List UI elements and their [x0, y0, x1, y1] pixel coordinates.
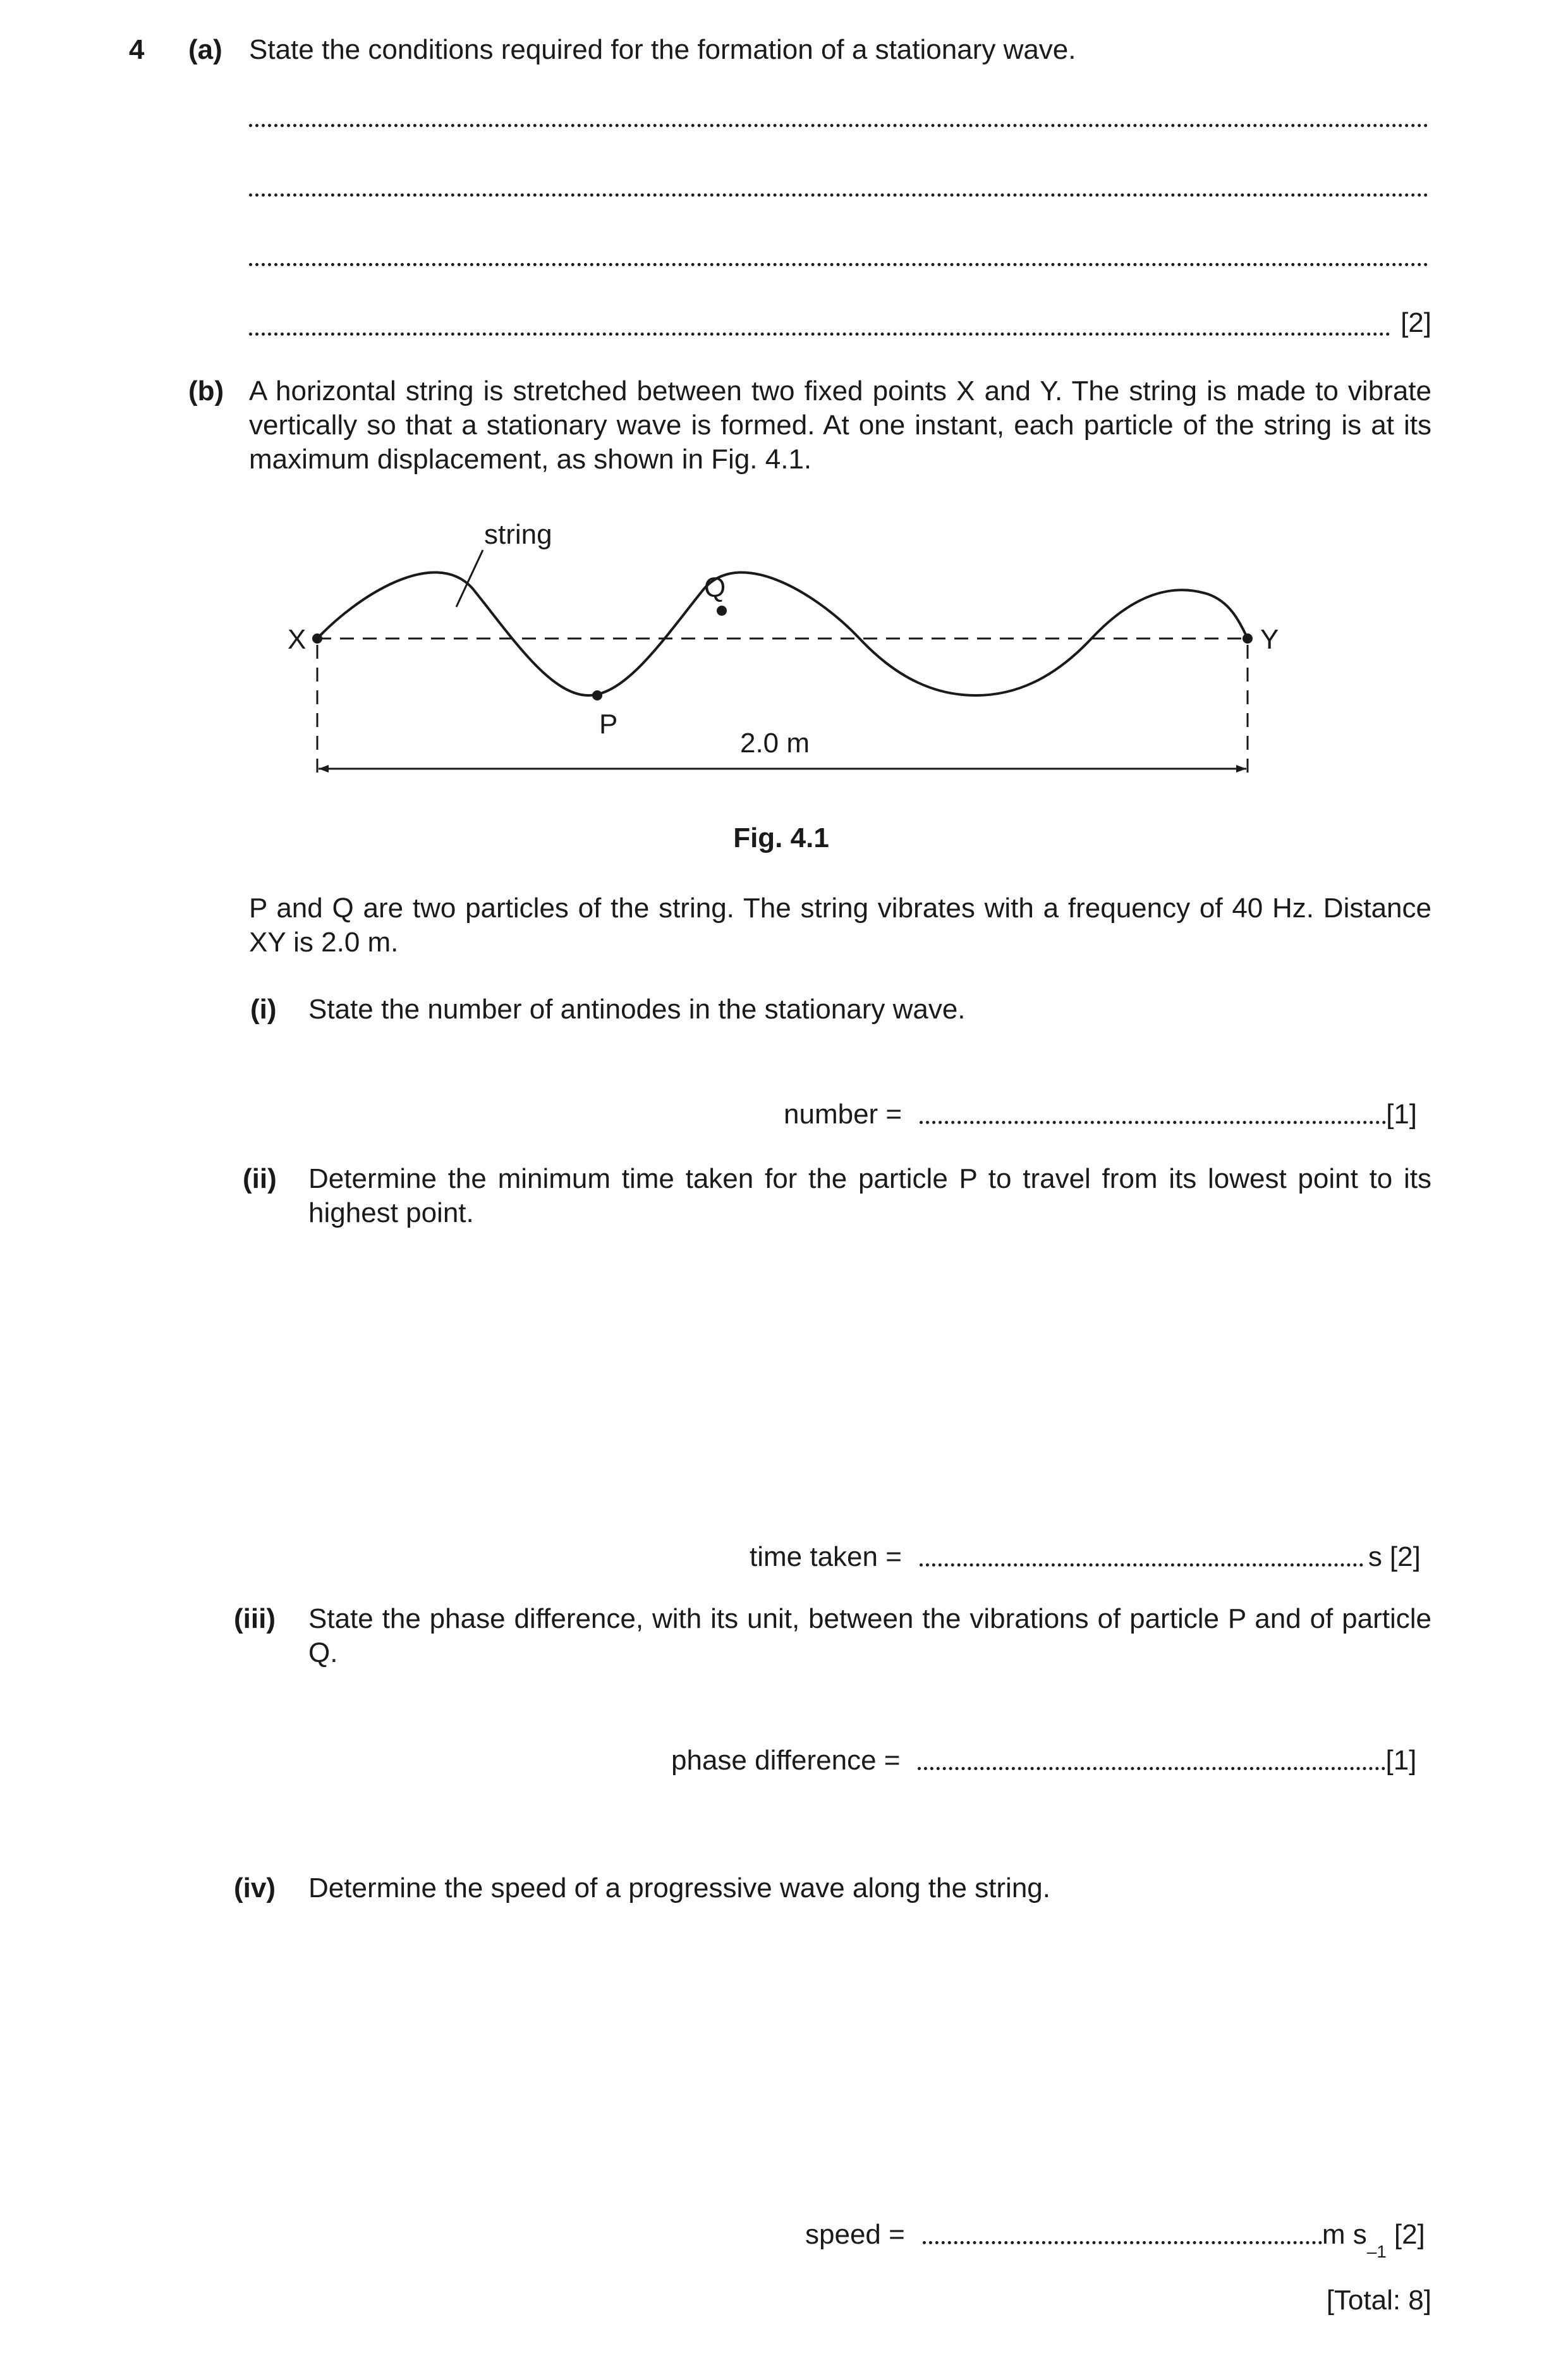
point-y-label: Y — [1260, 624, 1279, 655]
question-number: 4 — [129, 34, 145, 65]
sub-iv-answer-prefix: speed = — [805, 2219, 905, 2250]
point-p-dot — [592, 690, 602, 700]
sub-iii-answer-field[interactable] — [918, 1767, 1385, 1770]
sub-ii-answer-field[interactable] — [920, 1563, 1363, 1567]
answer-line-a4[interactable] — [249, 333, 1390, 336]
total-marks: [Total: 8] — [1326, 2285, 1431, 2316]
sub-iii-marks: [1] — [1385, 1745, 1417, 1776]
sub-iii-answer-prefix: phase difference = — [671, 1745, 901, 1776]
point-q-label: Q — [704, 572, 726, 603]
part-b-text: A horizontal string is stretched between two fixed points X and Y. The string is made to vibrate vertically so that a stationary wave is formed. At one instant, each particle of the string is at its maximum displacement, as shown in Fig. 4.1. — [249, 376, 1431, 475]
point-x-label: X — [288, 624, 307, 655]
sub-iv-answer: speed = m s –1 [2] — [805, 2219, 1425, 2261]
sub-iv-marks: [2] — [1394, 2219, 1425, 2250]
part-a-label: (a) — [188, 34, 222, 65]
sub-i-answer — [784, 1097, 1417, 1132]
string-label: string — [484, 519, 552, 550]
sub-ii-answer — [750, 1540, 1421, 1574]
sub-iv-label: (iv) — [234, 1873, 276, 1904]
point-x-dot — [312, 633, 322, 644]
sub-iv-text: Determine the speed of a progressive wave along the string. — [308, 1873, 1050, 1904]
sub-i-marks: [1] — [1386, 1099, 1418, 1130]
string-curve — [317, 572, 1248, 695]
part-a-marks: [2] — [1401, 307, 1431, 338]
sub-i-label: (i) — [250, 994, 277, 1025]
sub-iv-unit: m s — [1322, 2219, 1367, 2250]
part-b-info: P and Q are two particles of the string. The string vibrates with a frequency of 40 Hz. Distance XY is 2.0 m. — [249, 893, 1431, 958]
sub-iii-text: State the phase difference, with its unit, between the vibrations of particle P and of particle Q. — [308, 1603, 1431, 1668]
sub-iii-answer — [671, 1744, 1416, 1778]
figure-caption: Fig. 4.1 — [733, 822, 829, 853]
sub-iii-label: (iii) — [234, 1603, 276, 1634]
sub-iv-answer-field[interactable] — [923, 2241, 1322, 2244]
sub-ii-answer-prefix: time taken = — [750, 1541, 902, 1572]
sub-i-answer-prefix: number = — [784, 1099, 903, 1130]
part-a-text: State the conditions required for the formation of a stationary wave. — [249, 34, 1076, 65]
point-y-dot — [1243, 633, 1253, 644]
answer-line-a1[interactable] — [249, 124, 1428, 127]
answer-line-a2[interactable] — [249, 193, 1428, 197]
sub-i-answer-field[interactable] — [920, 1121, 1386, 1124]
answer-line-a3[interactable] — [249, 263, 1428, 266]
sub-ii-label: (ii) — [243, 1163, 277, 1194]
point-p-label: P — [599, 709, 618, 740]
sub-ii-text: Determine the minimum time taken for the particle P to travel from its lowest point to its highest point. — [308, 1163, 1431, 1228]
point-q-dot — [717, 606, 727, 616]
sub-ii-marks: [2] — [1389, 1541, 1421, 1572]
sub-ii-unit: s — [1368, 1541, 1382, 1572]
part-b-label: (b) — [188, 376, 224, 406]
length-label: 2.0 m — [739, 728, 810, 759]
sub-i-text: State the number of antinodes in the stationary wave. — [308, 994, 966, 1025]
